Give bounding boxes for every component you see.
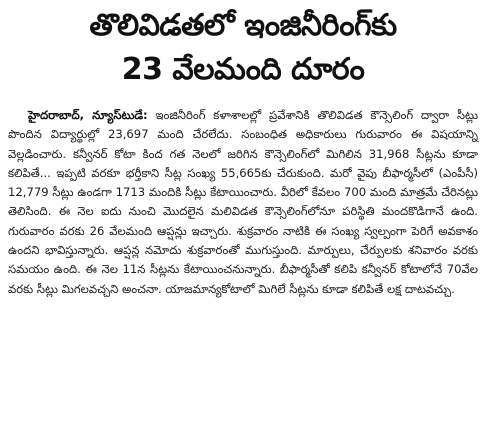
headline-line-1: తొలివిడతలో ఇంజినీరింగ్‌కు [89,8,397,43]
article-body [8,106,478,299]
headline [8,4,478,92]
dateline: హైదరాబాద్, న్యూస్‌టుడే: [28,108,148,122]
article-body-text: ఇంజినీరింగ్ కళాశాలల్లో ప్రవేశానికి తొలివిడత కౌన్సెలింగ్ ద్వారా సీట్లు పొందిన విద్యార్థుల్లో 23,697 మంది చేరలేదు. సంబంధిత అధికారులు గురువారం ఈ విషయాన్ని వెల్లడించారు. కన్వీనర్ కోటా కింద గత నెలలో జరిగిన కౌన్సెలింగ్‌లో మిగిలిన 31,968 సీట్లను కూడా కలిపితే... ఇప్పటి వరకూ భర్తీకాని సీట్ల సంఖ్య 55,665కు చేరుకుంది. మరో వైపు బీఫార్మసీలో (ఎంపీసీ) 12,779 సీట్లు ఉండగా 1713 మందికి సీట్లు కేటాయించారు. వీరిలో కేవలం 700 మంది మాత్రమే చేరినట్లు తెలిసింది. ఈ నెల ఐదు నుంచి మొదలైన మలివిడత కౌన్సెలింగ్‌లోనూ పరిస్థితి మందకొడిగానే ఉంది. గురువారం వరకు 26 వేలమంది ఆప్షన్లు ఇచ్చారు. శుక్రవారం నాటికి ఈ సంఖ్య స్వల్పంగా పెరిగే అవకాశం ఉందని భావిస్తున్నారు. ఆప్షన్ల నమోదు శుక్రవారంతో ముగుస్తుంది. మార్పులు, చేర్పులకు శనివారం వరకు సమయం ఉంది. ఈ నెల 11న సీట్లను కేటాయించనున్నారు. బీఫార్మసీతో కలిపి కన్వీనర్ కోటాలోనే 70వేల వరకు సీట్లు మిగలవచ్చని అంచనా. యాజమాన్యకోటాలో మిగిలే సీట్లను కూడా కలిపితే లక్ష దాటవచ్చు. [8,108,478,296]
headline-line-2: 23 వేలమంది దూరం [121,52,365,87]
